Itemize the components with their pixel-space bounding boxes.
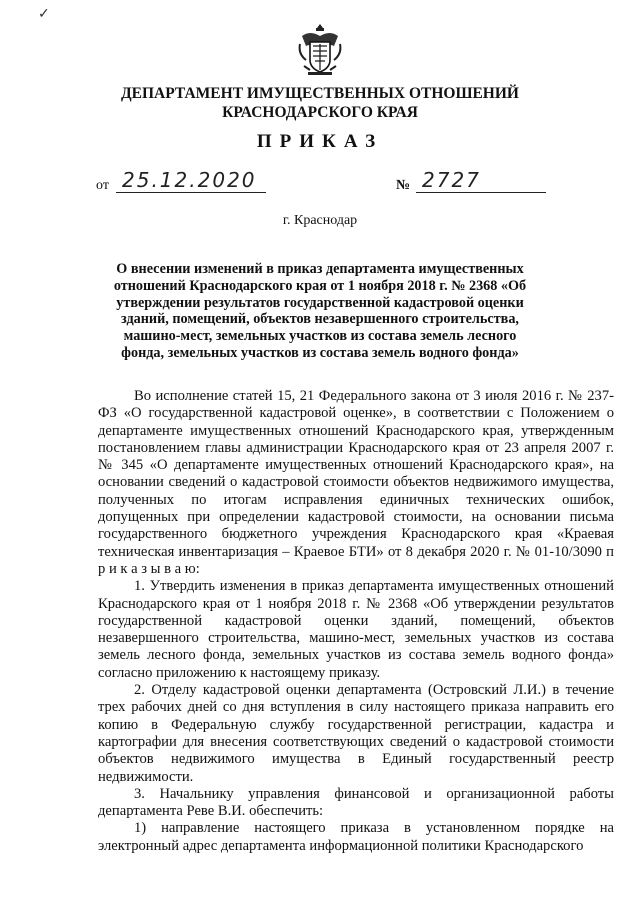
department-line-1: ДЕПАРТАМЕНТ ИМУЩЕСТВЕННЫХ ОТНОШЕНИЙ xyxy=(121,85,519,102)
item-1-paragraph: 1. Утвердить изменения в приказ департамента имущественных отношений Краснодарского края от 1 ноября 2018 г. № 2368 «Об утверждении результатов государственной кадастровой оценки зданий, помещений, объектов незавершенного строительства, машино-мест, земельных участков из состава земель лесного фонда, земельных участков из состава земель водного фонда» согласно приложению к настоящему приказу. xyxy=(98,578,614,681)
date-number-row xyxy=(96,168,556,198)
order-body xyxy=(98,388,614,855)
date-underline xyxy=(116,192,266,193)
handwritten-number: 2727 xyxy=(422,168,481,192)
item-2-paragraph: 2. Отделу кадастровой оценки департамента (Островский Л.И.) в течение трех рабочих дней со дня вступления в силу настоящего приказа направить его копию в Федеральную службу государственной регистрации, кадастра и картографии для внесения соответствующих сведений о кадастровой стоимости объектов недвижимого имущества в Единый государственный реестр недвижимости. xyxy=(98,682,614,785)
number-label: № xyxy=(396,178,411,193)
item-3-paragraph: 3. Начальнику управления финансовой и организационной работы департамента Реве В.И. обеспечить: xyxy=(98,785,614,820)
document-type-title: ПРИКАЗ xyxy=(256,131,384,152)
department-heading xyxy=(60,84,580,122)
coat-of-arms-emblem xyxy=(298,22,342,78)
handwritten-date: 25.12.2020 xyxy=(122,168,257,192)
number-underline xyxy=(416,192,546,193)
subject-title: О внесении изменений в приказ департамента имущественных отношений Краснодарского края от 1 ноября 2018 г. № 2368 «Об утверждении результатов государственной кадастровой оценки зданий, помещений, объектов незавершенного строительства, машино-мест, земельных участков из состава земель лесного фонда, земельных участков из состава земель водного фонда» xyxy=(113,261,527,361)
from-label: от xyxy=(96,178,109,193)
item-3-1-paragraph: 1) направление настоящего приказа в установленном порядке на электронный адрес департамента информационной политики Краснодарского xyxy=(98,820,614,854)
department-line-2: КРАСНОДАРСКОГО КРАЯ xyxy=(222,104,418,121)
corner-check-mark: ✓ xyxy=(38,7,50,22)
preamble-paragraph: Во исполнение статей 15, 21 Федерального закона от 3 июля 2016 г. № 237-ФЗ «О государственной кадастровой оценке», в соответствии с Положением о департаменте имущественных отношений Краснодарского края, утвержденным постановлением главы администрации Краснодарского края от 23 апреля 2007 г. № 345 «О департаменте имущественных отношений Краснодарского края», на основании сведений о кадастровой стоимости объектов недвижимого имущества, полученных по итогам исправления единичных технических ошибок, допущенных при определении кадастровой стоимости, на основании письма государственного бюджетного учреждения Краснодарского края «Краевая техническая инвентаризация – Краевое БТИ» от 8 декабря 2020 г. № 01-10/3090 п р и к а з ы в а ю: xyxy=(98,388,614,577)
city-line: г. Краснодар xyxy=(282,213,358,228)
